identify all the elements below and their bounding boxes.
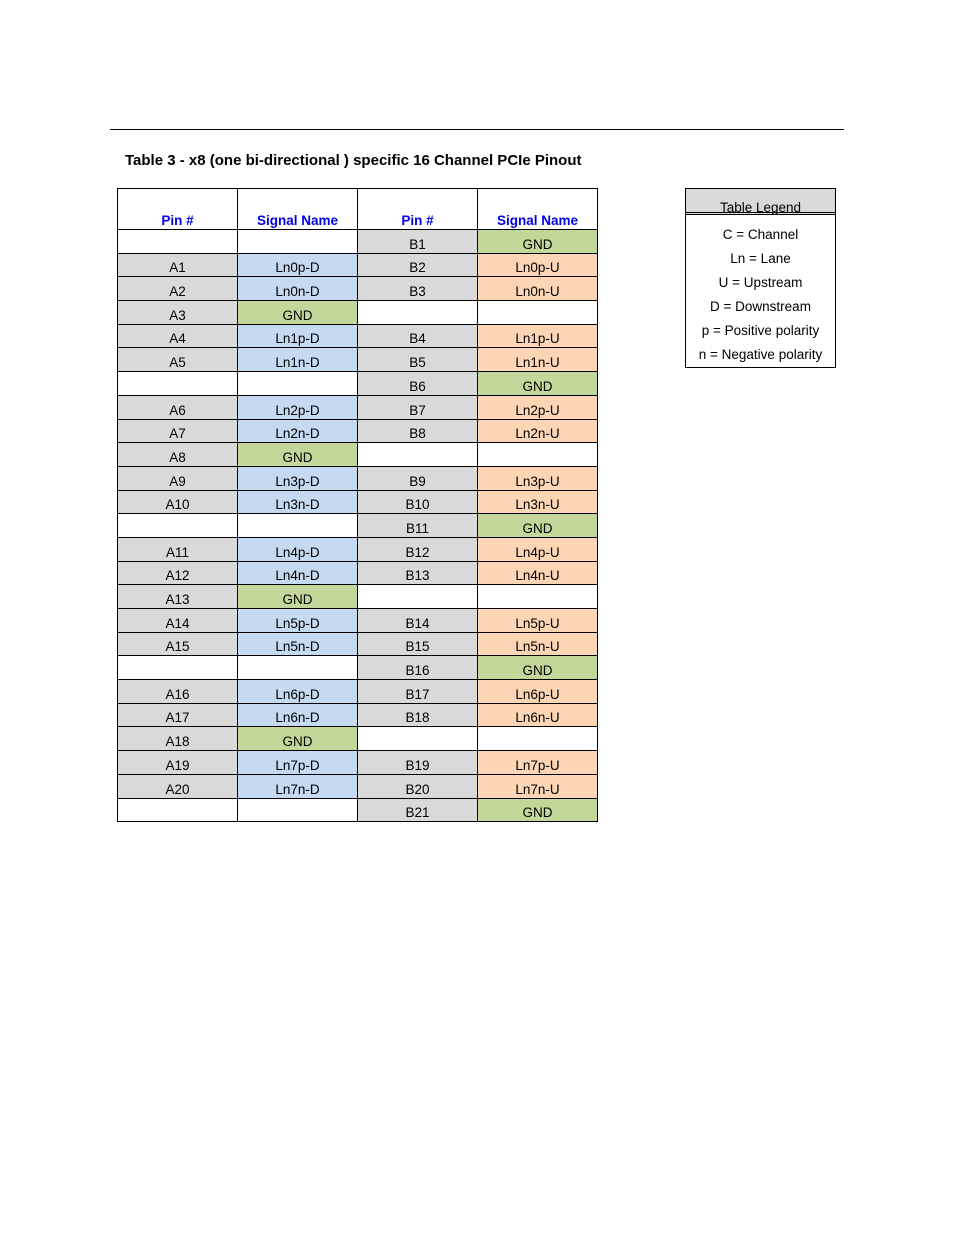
pin-a-cell: A12 xyxy=(118,561,238,585)
legend-title: Table Legend xyxy=(686,189,835,215)
table-row xyxy=(118,585,598,609)
signal-a-cell: Ln6n-D xyxy=(238,703,358,727)
signal-b-cell: GND xyxy=(478,372,598,396)
table-row xyxy=(118,514,598,538)
signal-b-cell: GND xyxy=(478,230,598,254)
signal-a-cell: Ln0p-D xyxy=(238,253,358,277)
pin-a-cell: A16 xyxy=(118,680,238,704)
signal-a-cell xyxy=(238,798,358,822)
table-row xyxy=(118,609,598,633)
pin-a-cell xyxy=(118,656,238,680)
pin-b-cell: B10 xyxy=(358,490,478,514)
signal-b-cell: Ln3p-U xyxy=(478,466,598,490)
pin-a-cell: A20 xyxy=(118,774,238,798)
table-row xyxy=(118,703,598,727)
pin-b-cell: B12 xyxy=(358,537,478,561)
pin-b-cell: B4 xyxy=(358,324,478,348)
header-signal-b: Signal Name xyxy=(478,189,598,230)
pin-b-cell: B7 xyxy=(358,395,478,419)
signal-b-cell: Ln2p-U xyxy=(478,395,598,419)
pin-b-cell: B9 xyxy=(358,466,478,490)
pin-a-cell: A13 xyxy=(118,585,238,609)
pin-b-cell: B13 xyxy=(358,561,478,585)
table-caption: Table 3 - x8 (one bi-directional ) specific 16 Channel PCIe Pinout xyxy=(125,152,582,169)
pin-a-cell: A15 xyxy=(118,632,238,656)
table-row xyxy=(118,253,598,277)
table-row xyxy=(118,774,598,798)
pin-a-cell: A6 xyxy=(118,395,238,419)
table-row xyxy=(118,537,598,561)
table-row xyxy=(118,798,598,822)
signal-a-cell: Ln6p-D xyxy=(238,680,358,704)
signal-a-cell: Ln7n-D xyxy=(238,774,358,798)
pin-b-cell: B21 xyxy=(358,798,478,822)
pin-b-cell: B15 xyxy=(358,632,478,656)
table-row xyxy=(118,372,598,396)
pin-a-cell: A3 xyxy=(118,301,238,325)
pin-a-cell xyxy=(118,514,238,538)
signal-b-cell: GND xyxy=(478,798,598,822)
pin-a-cell: A1 xyxy=(118,253,238,277)
pin-b-cell xyxy=(358,443,478,467)
signal-b-cell: Ln0p-U xyxy=(478,253,598,277)
table-legend xyxy=(685,188,836,368)
signal-b-cell: Ln5n-U xyxy=(478,632,598,656)
signal-a-cell xyxy=(238,656,358,680)
pinout-body xyxy=(118,230,598,822)
signal-a-cell: Ln7p-D xyxy=(238,751,358,775)
header-signal-a: Signal Name xyxy=(238,189,358,230)
signal-b-cell xyxy=(478,301,598,325)
signal-b-cell xyxy=(478,443,598,467)
table-row xyxy=(118,632,598,656)
signal-a-cell xyxy=(238,514,358,538)
signal-a-cell: GND xyxy=(238,301,358,325)
signal-a-cell xyxy=(238,372,358,396)
pin-a-cell: A5 xyxy=(118,348,238,372)
signal-a-cell: Ln2p-D xyxy=(238,395,358,419)
table-row xyxy=(118,466,598,490)
table-row xyxy=(118,230,598,254)
signal-b-cell xyxy=(478,727,598,751)
pin-b-cell: B14 xyxy=(358,609,478,633)
signal-a-cell: Ln3p-D xyxy=(238,466,358,490)
table-row xyxy=(118,751,598,775)
table-row xyxy=(118,680,598,704)
pin-b-cell xyxy=(358,301,478,325)
legend-item: Ln = Lane xyxy=(730,251,791,266)
header-pin-b: Pin # xyxy=(358,189,478,230)
header-pin-a: Pin # xyxy=(118,189,238,230)
top-rule xyxy=(110,129,844,130)
signal-a-cell: Ln1p-D xyxy=(238,324,358,348)
signal-b-cell xyxy=(478,585,598,609)
signal-b-cell: Ln0n-U xyxy=(478,277,598,301)
signal-a-cell: Ln1n-D xyxy=(238,348,358,372)
signal-a-cell: Ln3n-D xyxy=(238,490,358,514)
pin-a-cell xyxy=(118,798,238,822)
pin-b-cell: B8 xyxy=(358,419,478,443)
pin-a-cell: A11 xyxy=(118,537,238,561)
table-row xyxy=(118,301,598,325)
signal-b-cell: Ln6n-U xyxy=(478,703,598,727)
signal-b-cell: Ln5p-U xyxy=(478,609,598,633)
pin-a-cell xyxy=(118,372,238,396)
pin-b-cell: B11 xyxy=(358,514,478,538)
signal-a-cell xyxy=(238,230,358,254)
signal-b-cell: Ln1p-U xyxy=(478,324,598,348)
pin-a-cell: A8 xyxy=(118,443,238,467)
signal-b-cell: Ln3n-U xyxy=(478,490,598,514)
table-row xyxy=(118,324,598,348)
legend-item: n = Negative polarity xyxy=(698,347,823,362)
signal-a-cell: GND xyxy=(238,585,358,609)
signal-b-cell: Ln2n-U xyxy=(478,419,598,443)
signal-b-cell: Ln7p-U xyxy=(478,751,598,775)
pin-a-cell: A19 xyxy=(118,751,238,775)
pin-a-cell: A14 xyxy=(118,609,238,633)
signal-b-cell: GND xyxy=(478,514,598,538)
legend-item: p = Positive polarity xyxy=(701,323,820,338)
table-row xyxy=(118,277,598,301)
legend-body xyxy=(686,215,835,367)
pin-b-cell: B16 xyxy=(358,656,478,680)
pin-b-cell: B6 xyxy=(358,372,478,396)
pin-a-cell: A7 xyxy=(118,419,238,443)
pin-a-cell: A18 xyxy=(118,727,238,751)
table-row xyxy=(118,656,598,680)
signal-b-cell: Ln4p-U xyxy=(478,537,598,561)
signal-a-cell: Ln4n-D xyxy=(238,561,358,585)
table-row xyxy=(118,348,598,372)
pin-a-cell: A10 xyxy=(118,490,238,514)
pin-a-cell xyxy=(118,230,238,254)
pin-a-cell: A4 xyxy=(118,324,238,348)
signal-a-cell: Ln5n-D xyxy=(238,632,358,656)
table-row xyxy=(118,419,598,443)
signal-b-cell: Ln4n-U xyxy=(478,561,598,585)
signal-a-cell: GND xyxy=(238,727,358,751)
signal-b-cell: Ln1n-U xyxy=(478,348,598,372)
pin-b-cell: B5 xyxy=(358,348,478,372)
legend-item: U = Upstream xyxy=(718,275,803,290)
signal-b-cell: Ln7n-U xyxy=(478,774,598,798)
signal-a-cell: Ln4p-D xyxy=(238,537,358,561)
signal-a-cell: Ln0n-D xyxy=(238,277,358,301)
signal-b-cell: GND xyxy=(478,656,598,680)
pin-a-cell: A2 xyxy=(118,277,238,301)
table-row xyxy=(118,443,598,467)
signal-b-cell: Ln6p-U xyxy=(478,680,598,704)
signal-a-cell: Ln5p-D xyxy=(238,609,358,633)
table-row xyxy=(118,727,598,751)
pin-b-cell: B2 xyxy=(358,253,478,277)
table-row xyxy=(118,561,598,585)
pin-b-cell xyxy=(358,585,478,609)
signal-a-cell: Ln2n-D xyxy=(238,419,358,443)
table-row xyxy=(118,490,598,514)
pin-a-cell: A17 xyxy=(118,703,238,727)
pin-a-cell: A9 xyxy=(118,466,238,490)
pin-b-cell: B17 xyxy=(358,680,478,704)
table-header-row xyxy=(118,189,598,230)
pin-b-cell xyxy=(358,727,478,751)
pin-b-cell: B18 xyxy=(358,703,478,727)
legend-item: C = Channel xyxy=(722,227,799,242)
pin-b-cell: B20 xyxy=(358,774,478,798)
signal-a-cell: GND xyxy=(238,443,358,467)
pin-b-cell: B3 xyxy=(358,277,478,301)
pin-b-cell: B1 xyxy=(358,230,478,254)
legend-item: D = Downstream xyxy=(710,299,811,314)
pin-b-cell: B19 xyxy=(358,751,478,775)
table-row xyxy=(118,395,598,419)
pinout-table xyxy=(117,188,598,822)
